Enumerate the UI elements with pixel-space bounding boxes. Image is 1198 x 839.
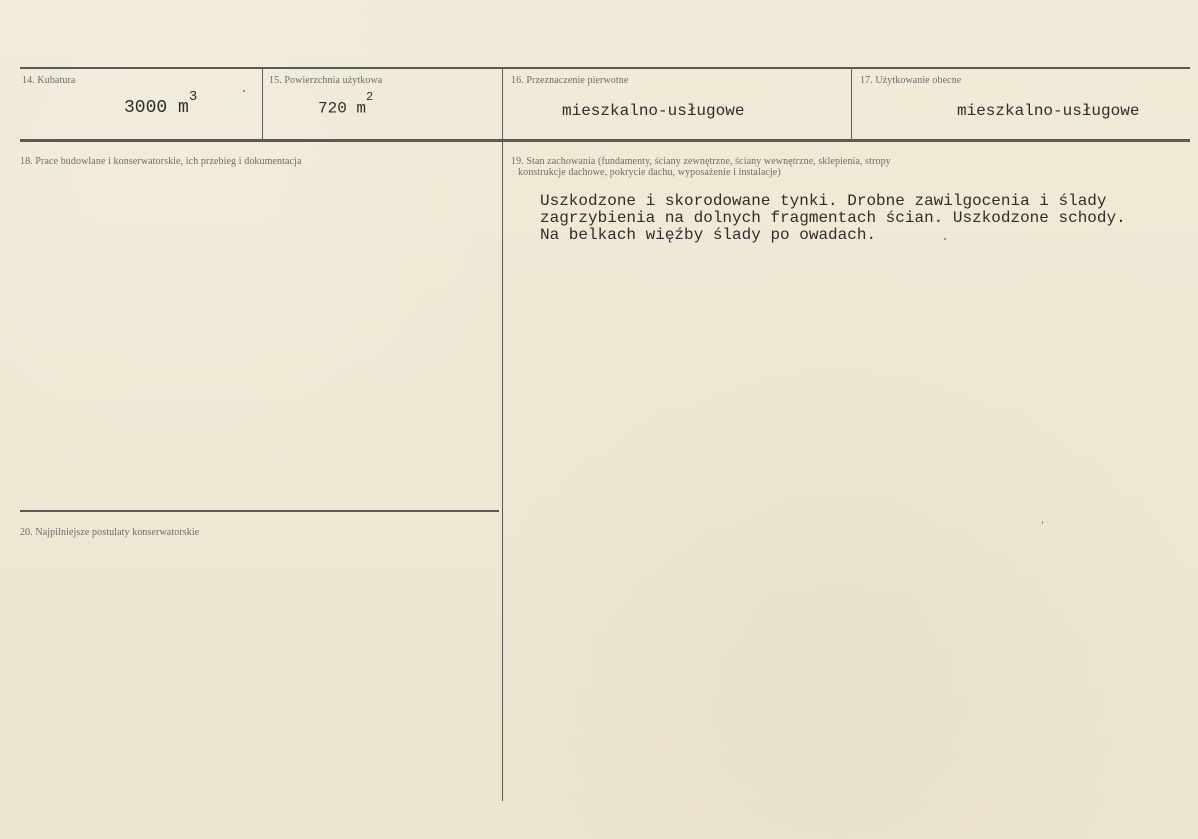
paper-speck (1042, 521, 1043, 524)
field-18-label: 18. Prace budowlane i konserwatorskie, ich przebieg i dokumentacja (20, 156, 302, 167)
field-15-number: 720 (318, 99, 347, 118)
field-19-label-line-1: 19. Stan zachowania (fundamenty, ściany zewnętrzne, ściany wewnętrzne, sklepienia, stropy (511, 156, 891, 167)
divider-16-17 (851, 68, 852, 140)
field-15-label: 15. Powierzchnia użytkowa (269, 75, 383, 86)
paper-speck (944, 238, 946, 240)
header-bottom-line (20, 139, 1190, 142)
field-14-exponent: 3 (188, 89, 198, 105)
field-19-text-line-1: Uszkodzone i skorodowane tynki. Drobne zawilgocenia i ślady (540, 192, 1107, 210)
field-16-value: mieszkalno-usługowe (562, 102, 745, 120)
divider-14-15 (262, 68, 263, 140)
section-18-20-divider (20, 510, 499, 512)
field-17-value: mieszkalno-usługowe (957, 102, 1140, 120)
field-17-label: 17. Użytkowanie obecne (860, 75, 962, 86)
field-15-unit: m (356, 99, 367, 118)
top-border-line (20, 67, 1190, 69)
field-20-label: 20. Najpilniejsze postulaty konserwatorskie (20, 527, 200, 538)
field-19-text-line-3: Na belkach więźby ślady po owadach. (540, 226, 877, 244)
field-19-label-line-2: konstrukcje dachowe, pokrycie dachu, wyposażenie i instalacje) (518, 167, 781, 178)
field-16-label: 16. Przeznaczenie pierwotne (511, 75, 629, 86)
divider-15-16 (502, 68, 503, 801)
field-14-value (124, 89, 198, 118)
paper-speck (243, 90, 245, 92)
field-15-exponent: 2 (366, 90, 374, 104)
field-14-number: 3000 (124, 98, 168, 118)
field-14-unit: m (178, 98, 189, 118)
field-15-value (318, 90, 374, 118)
field-19-text-line-2: zagrzybienia na dolnych fragmentach ścian. Uszkodzone schody. (540, 209, 1126, 227)
field-14-label: 14. Kubatura (22, 75, 76, 86)
